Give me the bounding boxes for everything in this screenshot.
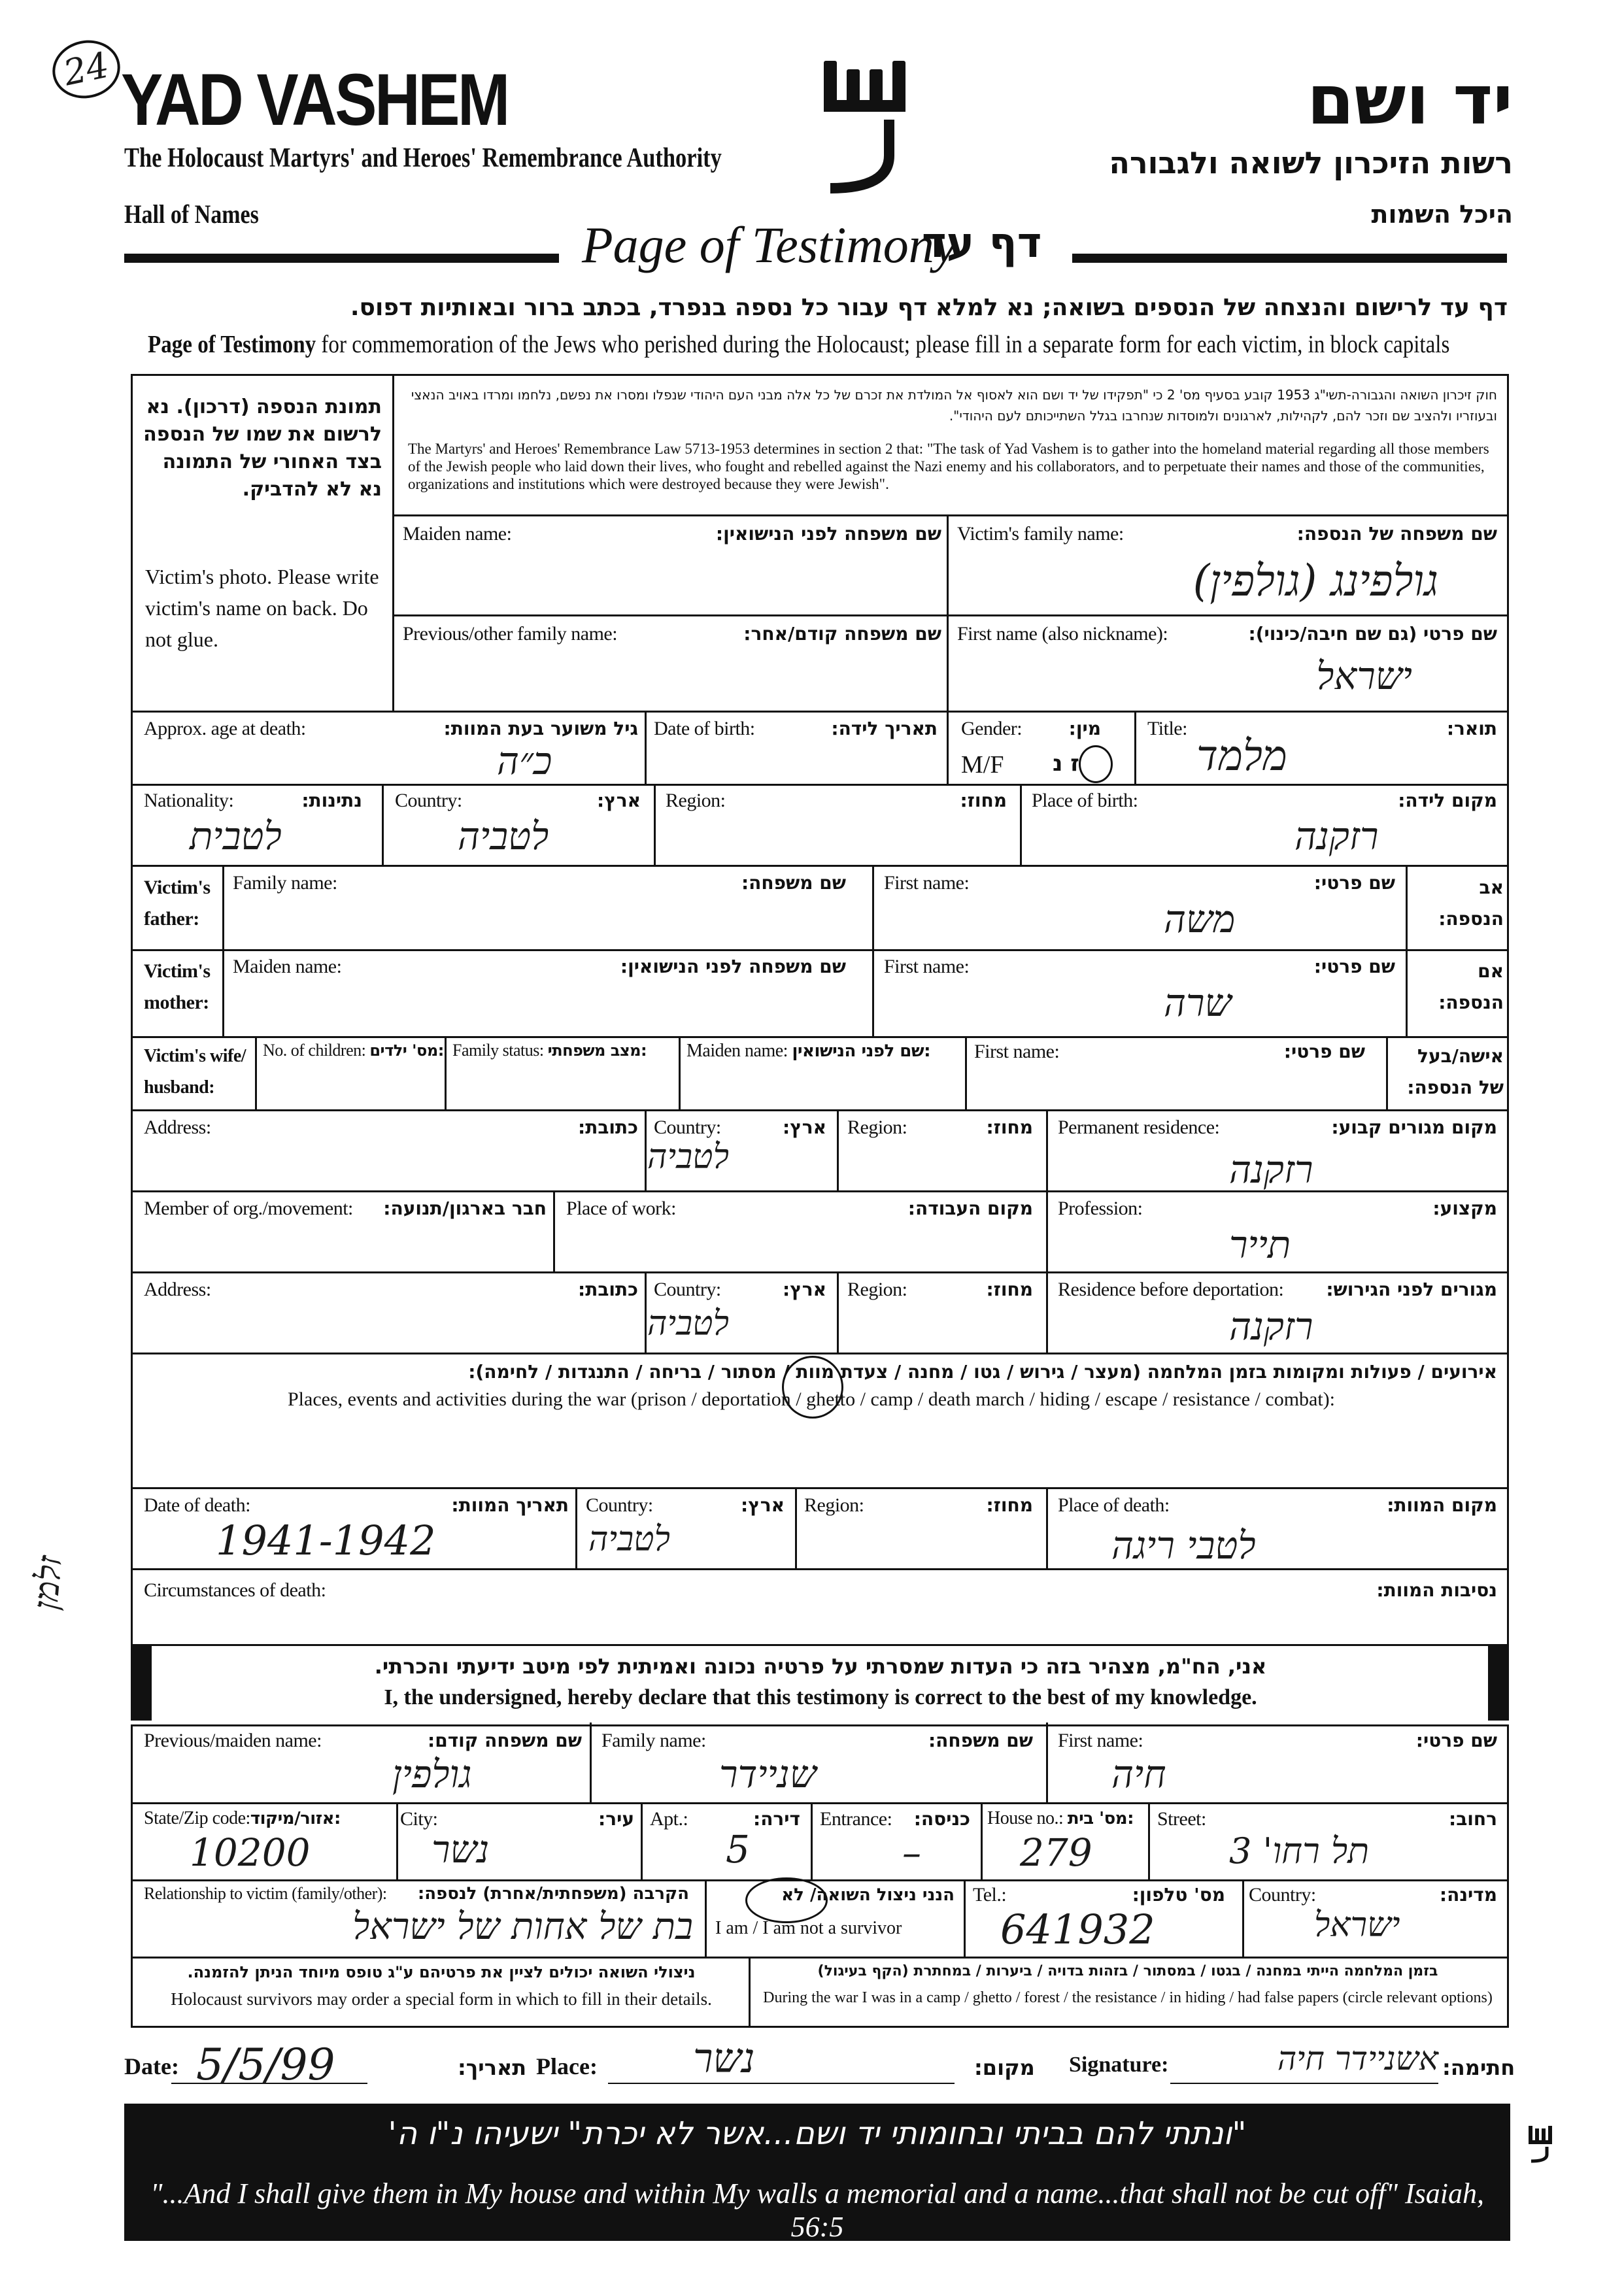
spouse-label-he: אישה/בעל של הנספה: [1407,1045,1504,1098]
death-d1 [575,1487,577,1568]
photo-box-en: Victim's photo. Please write victim's name on back. Do not glue. [145,565,379,651]
apt-label-en: Apt.: [650,1808,688,1830]
father-first-label-he: שם פרטי: [1313,872,1395,894]
perm-label-he: מקום מגורים קבוע: [1331,1117,1497,1138]
sub3-d2 [964,1879,966,1957]
nat-country-divider [382,784,384,865]
death-country-label-he: ארץ: [741,1494,785,1516]
gender-options-he[interactable]: ז נ [1053,750,1079,777]
family-label-he: שם משפחה של הנספה: [1296,523,1497,545]
circ-label-he: נסיבות המוות: [1376,1579,1497,1601]
house-value[interactable]: 279 [1020,1830,1092,1875]
signature-value[interactable]: אשניידר חיה [1277,2040,1438,2077]
photo-box-he: תמונת הנספה (דרכון). נא לרשום את שמו של הנספה בצד האחורי של התמונה נא לא להדביק. [143,395,382,501]
spouse-maiden-label [686,1041,930,1062]
row-member-top [131,1190,1509,1192]
dod-label-he: תאריך המוות: [451,1494,569,1516]
mother-maiden-label-he: שם משפחה לפני הנישואין: [620,956,846,977]
pmaiden-label-he: שם משפחה קודם: [428,1730,582,1751]
row-sub2-top [131,1802,1509,1804]
gender-circle [1079,745,1113,783]
rel-label-he: הקרבה (משפחתית/אחרת) לנספה: [417,1884,689,1904]
place-label-he: מקום: [974,2055,1035,2080]
zip-value[interactable]: 10200 [190,1830,311,1875]
house-label [987,1808,1134,1829]
wartime-he: בזמן המלחמה הייתי במחנה / בגטו / במסתור / בזהות בדויה / ביערות / במחתרת (הקף בעיגול) [817,1963,1438,1979]
mother-first-label-he: שם פרטי: [1313,956,1395,977]
profession-value[interactable]: תייר [1229,1222,1291,1267]
row-sub4-top [131,1957,1509,1958]
place-line [608,2083,955,2084]
death-region-label-he: מחוז: [986,1494,1033,1516]
name-fields-divider [947,514,949,711]
addr-country-value[interactable]: לטביה [647,1137,729,1177]
death-d3 [1046,1487,1048,1568]
row-sub3-top [131,1879,1509,1881]
house-he: מס' בית: [1067,1809,1134,1828]
spouse-first-label-en: First name: [974,1041,1060,1062]
dod-label-en: Date of death: [144,1494,250,1516]
gender-label-en: Gender: [961,718,1023,739]
photo-box-divider [392,374,394,711]
title-bar-left [124,254,559,263]
country2-value[interactable]: ישראל [1314,1906,1400,1945]
intro-en-text: for commemoration of the Jews who perished during the Holocaust; please fill in a separate form for each victim, in block capitals [321,331,1450,358]
page-title-en: Page of Testimony [582,216,957,273]
status-label-en [452,1041,647,1060]
work-label-he: מקום העבודה: [907,1198,1033,1219]
row-age-top [131,711,1509,713]
declare-he: אני, הח"מ, מצהיר בזה כי העדות שמסרתי על פרטיה נכונה ואמיתית לפי מיטב ידיעתי והכרתי. [374,1654,1267,1679]
city-value[interactable]: נשר [431,1827,490,1872]
family-label-en: Victim's family name: [957,523,1124,545]
city-label-he: עיר: [598,1808,634,1830]
declare-en: I, the undersigned, hereby declare that this testimony is correct to the best of my knowledge. [384,1685,1257,1709]
spouse-label-en: Victim's wife/ husband: [144,1046,246,1098]
spouse-maiden-he: שם לפני הנישואין: [792,1041,930,1061]
prev-name-label-en: Previous/other family name: [403,623,618,645]
country-region-divider [654,784,656,865]
date-label-en: Date: [124,2053,179,2079]
member-label-en: Member of org./movement: [144,1198,353,1219]
sub2-d4 [981,1802,983,1879]
row-address-top [131,1109,1509,1111]
mother-first-value[interactable]: שרה [1164,981,1232,1025]
maiden-label-he: שם משפחה לפני הנישואין: [715,523,941,545]
entrance-label-en: Entrance: [820,1808,892,1830]
holo-he: ניצולי השואה יכולים לציין את פרטיהם ע"ג טופס מיוחד הניתן להזמנה. [187,1963,696,1981]
sign-label-en: Signature: [1069,2053,1169,2077]
street-value[interactable]: תל רחו' 3 [1229,1830,1370,1872]
sub2-d5 [1148,1802,1150,1879]
tel-value[interactable]: 641932 [1000,1906,1155,1953]
law-he: חוק זיכרון השואה והגבורה-תשי"ג 1953 קובע בסעיף מס' 2 כי "תפקידו של יד ושם הוא לאסוף אל המולדת את זכרם של כל אלה מבני העם היהודי שנפלו ומסרו את נפשם, נלחמו ומרדו באויב הנאצי ובעוזריו ולהציב שם וזכר להם, לקהילות, לארגונים ולמוסדות שנחרבו בגלל השתייכותם לעם היהודי". [411,387,1497,424]
row-circ-top [131,1568,1509,1570]
vfather-label-he: אב הנספה: [1438,877,1504,930]
spouse-d3 [679,1036,681,1109]
pod-label-he: מקום המוות: [1387,1494,1497,1516]
addr-country-label-he: ארץ: [783,1117,826,1138]
events-he: אירועים / פעולות ומקומות בזמן המלחמה (מעצר / גירוש / גטו / מחנה / צעדת מוות / מסתור / בריחה / התנגדות / לחימה): [468,1361,1497,1383]
intro-en [148,330,1449,359]
holo-en: Holocaust survivors may order a special form in which to fill in their details. [171,1989,712,2009]
dod-value[interactable]: 1941-1942 [216,1517,436,1564]
sub-family-label-he: שם משפחה: [928,1730,1033,1751]
prev-name-label-he: שם משפחה קודם/אחר: [743,623,941,645]
spouse-d4 [965,1036,967,1109]
country2-label-he: מדינה: [1439,1884,1497,1906]
children-label-en [263,1041,444,1060]
survivor-he: הנני ניצול השואה/ לא [781,1885,955,1905]
vmother-label-en: Victim's mother: [144,960,211,1013]
resdep-label-he: מגורים לפני הגירוש: [1326,1279,1497,1300]
sub-first-value[interactable]: חיה [1111,1752,1166,1796]
pod-label-en: Place of death: [1058,1494,1170,1516]
sign-line [1170,2083,1438,2084]
row-mother-top [131,949,1509,951]
work-label-en: Place of work: [566,1198,676,1219]
first-name-label-en: First name (also nickname): [957,623,1168,645]
street-label-en: Street: [1157,1808,1206,1830]
death-country-value[interactable]: לטביה [588,1520,670,1559]
region-label-he: מחוז: [960,790,1007,811]
tel-label-he: מס' טלפון: [1132,1884,1225,1906]
dob-gender-divider [947,711,949,784]
sub-d1 [590,1723,592,1802]
title-label-en: Title: [1147,718,1187,739]
nat-label-en: Nationality: [144,790,234,811]
pob-value[interactable]: רזקנה [1294,814,1379,858]
region-label-en: Region: [666,790,726,811]
title-label-he: תואר: [1446,718,1497,739]
age-label-he: גיל משוער בעת המוות: [443,718,638,739]
sub-first-label-he: שם פרטי: [1415,1730,1497,1751]
spouse-d2 [445,1036,447,1109]
addr-d2 [837,1109,839,1190]
sub-family-value[interactable]: שניידר [719,1752,817,1796]
children-he: מס' ילדים: [369,1041,444,1060]
declaration-left-block [131,1646,152,1721]
sub-first-label-en: First name: [1058,1730,1143,1751]
first-name-label-he: שם פרטי (גם שם חיבה/כינוי): [1248,623,1497,645]
gender-label-he: מין: [1068,718,1101,739]
vmother-label-he: אם הנספה: [1438,960,1504,1013]
org-name-en: YAD VASHEM [121,59,508,141]
death-d2 [795,1487,797,1568]
yad-vashem-logo [817,58,915,195]
address-label-en: Address: [144,1117,211,1138]
state-he: אזור/מיקוד: [250,1809,341,1828]
death-country-label-en: Country: [586,1494,653,1516]
country-label-he: ארץ: [597,790,641,811]
mother-maiden-label-en: Maiden name: [233,956,342,977]
sign-label-he: חתימה: [1442,2055,1515,2080]
sub3-d3 [1242,1879,1244,1957]
pob-label-en: Place of birth: [1032,790,1138,811]
spouse-maiden-en: Maiden name: [686,1041,788,1061]
addr-d1 [645,1109,647,1190]
sub-d2 [1046,1723,1048,1802]
resdep-country-label-en: Country: [654,1279,721,1300]
nationality-value[interactable]: לטבית [190,814,282,858]
age-dob-divider [645,711,647,784]
ghetto-circle [782,1356,843,1419]
law-bottom-line [392,514,1509,516]
title-value[interactable]: מלמד [1196,732,1287,781]
father-family-label-he: שם משפחה: [741,872,846,894]
sub3-d1 [705,1879,707,1957]
notes-divider [749,1957,751,2028]
children-en: No. of children: [263,1041,366,1060]
city-label-en: City: [400,1808,438,1830]
sub2-d3 [811,1802,813,1879]
place-label-en: Place: [536,2053,598,2079]
street-label-he: רחוב: [1449,1808,1497,1830]
row-father-top [131,865,1509,867]
subtitle-en: The Holocaust Martyrs' and Heroes' Remembrance Authority [124,143,722,173]
row-nat-top [131,784,1509,786]
relation-value[interactable]: בת של אחות של ישראל [352,1906,693,1948]
resdep-address-label-en: Address: [144,1279,211,1300]
perm-value[interactable]: רזקנה [1229,1147,1313,1192]
resdep-country-value[interactable]: לטביה [647,1304,729,1343]
apt-value[interactable]: 5 [726,1827,750,1872]
pob-label-he: מקום לידה: [1398,790,1497,811]
member-d1 [553,1190,555,1271]
org-name-he: יד ושם [1307,60,1513,140]
resdep-d1 [645,1271,647,1353]
country2-label-en: Country: [1249,1884,1316,1906]
prof-label-en: Profession: [1058,1198,1143,1219]
footer-logo-icon [1527,2125,1553,2164]
page-title-he: דף עד [922,219,1042,267]
place-value[interactable]: נשר [693,2034,755,2082]
first-name-value[interactable]: ישראל [1316,654,1412,698]
side-note: זלמן [26,1554,70,1612]
footer-verse-en: "...And I shall give them in My house and within My walls a memorial and a name...that shall not be cut off" Isaiah, 56:5 [150,2177,1484,2243]
dob-label-he: תאריך לידה: [831,718,938,739]
region-pob-divider [1020,784,1022,865]
resdep-country-label-he: ארץ: [783,1279,826,1300]
events-en: Places, events and activities during the war (prison / deportation / ghetto / camp / death march / hiding / escape / resistance / combat): [288,1388,1336,1410]
hall-of-names-he: היכל השמות [1371,200,1513,229]
pmaiden-value[interactable]: גולפין [392,1752,472,1796]
sub2-d1 [396,1802,398,1879]
member-d2 [1046,1190,1048,1271]
nat-label-he: נתינות: [301,790,362,811]
father-first-value[interactable]: משה [1164,897,1236,941]
pmaiden-label-en: Previous/maiden name: [144,1730,322,1751]
row-resdep-top [131,1271,1509,1273]
father-family-label-en: Family name: [233,872,337,894]
title-bar-right [1072,254,1507,263]
addr-region-label-en: Region: [847,1117,907,1138]
sub-family-label-en: Family name: [601,1730,706,1751]
house-en: House no.: [987,1808,1064,1828]
intro-en-bold: Page of Testimony [148,331,316,358]
spouse-d5 [1386,1036,1388,1109]
intro-he: דף עד לרישום והנצחה של הנספים בשואה; נא למלא דף עבור כל נספה בנפרד, בכתב ברור ובאותיות דפוס. [350,294,1508,321]
declaration-right-block [1488,1646,1509,1721]
status-en: Family status: [452,1041,544,1060]
tel-label-en: Tel.: [973,1884,1007,1906]
entrance-label-he: כניסה: [913,1808,970,1830]
name-mid-line [392,614,1509,616]
addr-d3 [1046,1109,1048,1190]
row-death-top [131,1487,1509,1489]
resdep-d3 [1046,1271,1048,1353]
circ-label-en: Circumstances of death: [144,1579,326,1601]
maiden-label-en: Maiden name: [403,523,512,545]
wartime-en: During the war I was in a camp / ghetto / forest / the resistance / in hiding / had false papers (circle relevant options) [763,1989,1493,2006]
gender-mf[interactable]: M/F [961,751,1004,779]
law-en: The Martyrs' and Heroes' Remembrance Law 5713-1953 determines in section 2 that: "The task of Yad Vashem is to gather into the homeland material regarding all those members of the Jewish people who laid down their lives, who fought and rebelled against the Nazi enemy and his collaborators, and to perpetuate their names and those of the communities, organizations and institutions which were destroyed because they were Jewish". [408,441,1489,492]
resdep-value[interactable]: רזקנה [1229,1304,1313,1349]
country-label-en: Country: [395,790,462,811]
row-spouse-top [131,1036,1509,1038]
row-events-top [131,1353,1509,1354]
prof-label-he: מקצוע: [1432,1198,1497,1219]
gender-title-divider [1134,711,1136,784]
subtitle-he: רשות הזיכרון לשואה ולגבורה [1109,145,1513,180]
death-region-label-en: Region: [804,1494,864,1516]
addr-country-label-en: Country: [654,1117,721,1138]
family-name-value[interactable]: גולפינג (גולפין) [1193,556,1438,606]
resdep-label-en: Residence before deportation: [1058,1279,1284,1300]
perm-label-en: Permanent residence: [1058,1117,1220,1138]
spouse-d1 [255,1036,257,1109]
country-value[interactable]: לטביה [458,814,549,858]
apt-label-he: דירה: [753,1808,800,1830]
spouse-first-label-he: שם פרטי: [1283,1041,1365,1062]
state-label [144,1808,341,1829]
survivor-circle [745,1877,828,1923]
pod-value[interactable]: לטבי ריגה [1111,1523,1256,1568]
age-label-en: Approx. age at death: [144,718,306,739]
vfather-label-en: Victim's father: [144,877,211,930]
age-value[interactable]: כ״ה [497,739,552,783]
status-he: מצב משפחתי: [547,1041,647,1060]
rel-label-en: Relationship to victim (family/other): [144,1884,387,1903]
corner-number: 24 [47,34,126,105]
entrance-value[interactable]: – [902,1830,921,1875]
footer-verse-he: "ונתתי להם בביתי ובחומותי יד ושם...אשר לא יכרת" ישעיהו נ"ו ה' [388,2115,1247,2152]
member-label-he: חבר בארגון/תנועה: [383,1198,547,1219]
sub2-d2 [641,1802,643,1879]
resdep-address-label-he: כתובת: [578,1279,638,1300]
addr-region-label-he: מחוז: [986,1117,1033,1138]
survivor-en[interactable]: I am / I am not a survivor [715,1918,902,1938]
address-label-he: כתובת: [578,1117,638,1138]
date-label-he: תאריך: [458,2055,527,2080]
father-first-label-en: First name: [884,872,970,894]
date-value[interactable]: 5/5/99 [196,2040,335,2090]
dob-label-en: Date of birth: [654,718,755,739]
state-en: State/Zip code: [144,1808,250,1828]
hall-of-names-en: Hall of Names [124,199,259,229]
resdep-region-label-en: Region: [847,1279,907,1300]
resdep-d2 [837,1271,839,1353]
mother-first-label-en: First name: [884,956,970,977]
resdep-region-label-he: מחוז: [986,1279,1033,1300]
